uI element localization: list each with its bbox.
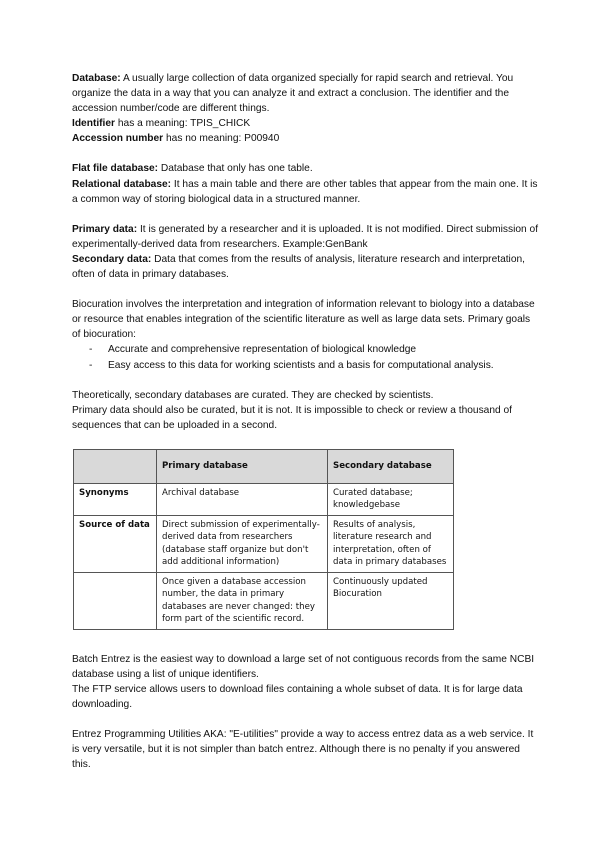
- identifier-definition: [72, 116, 540, 131]
- database-text: A usually large collection of data organized specially for rapid search and retrieval. You organize the data in a way that you can analyze it and extract a conclusion. The identifier and the accession number/code are different things.: [72, 73, 514, 115]
- flat-file-text: Database that only has one table.: [158, 163, 313, 175]
- relational-term: Relational database:: [72, 178, 172, 190]
- relational-definition: [72, 177, 540, 207]
- identifier-term: Identifier: [72, 118, 116, 130]
- header-cell-primary: Primary database: [157, 449, 328, 483]
- table-cell: Direct submission of experimentally-derived data from researchers (database staff organize but don't add additional information): [157, 516, 328, 573]
- table-row: [74, 573, 454, 630]
- primary-data-term: Primary data:: [72, 223, 138, 235]
- biocuration-intro: Biocuration involves the interpretation and integration of information relevant to biology into a database or resource that enables integration of the scientific literature as well as large data sets. Primary goals of biocuration:: [72, 299, 535, 341]
- curation-note-line2: Primary data should also be curated, but it is not. It is impossible to check or review a thousand of sequences that can be uploaded in a second.: [72, 404, 512, 431]
- primary-data-text: It is generated by a researcher and it is uploaded. It is not modified. Direct submission of experimentally-derived data from researchers. Example:GenBank: [72, 223, 539, 250]
- table-cell: Archival database: [157, 483, 328, 515]
- primary-data-definition: [72, 222, 540, 252]
- flat-file-term: Flat file database:: [72, 163, 159, 175]
- header-cell-empty: [74, 449, 157, 483]
- row-label-empty: [74, 573, 157, 630]
- accession-term: Accession number: [72, 133, 164, 145]
- row-label-source: Source of data: [74, 516, 157, 573]
- database-term: Database:: [72, 73, 121, 84]
- table-cell: Continuously updated Biocuration: [328, 573, 454, 630]
- table-cell: Results of analysis, literature research and interpretation, often of data in primary databases: [328, 516, 454, 573]
- relational-text: It has a main table and there are other tables that appear from the main one. It is a common way of storing biological data in a structured manner.: [72, 178, 538, 205]
- identifier-text: has a meaning: TPIS_CHICK: [115, 118, 251, 130]
- database-comparison-table: [73, 449, 454, 630]
- list-item: - Accurate and comprehensive representation of biological knowledge: [72, 342, 540, 357]
- secondary-data-definition: [72, 252, 540, 282]
- table-header-row: [74, 449, 454, 483]
- table-cell: Curated database; knowledgebase: [328, 483, 454, 515]
- list-item: - Easy access to this data for working scientists and a basis for computational analysis.: [72, 358, 540, 373]
- secondary-data-text: Data that comes from the results of analysis, literature research and interpretation, often of data in primary databases.: [72, 253, 525, 281]
- header-cell-secondary: Secondary database: [328, 449, 454, 483]
- ftp-paragraph: The FTP service allows users to download files containing a whole subset of data. It is for large data downloading.: [72, 684, 523, 711]
- curation-note-line1: Theoretically, secondary databases are curated. They are checked by scientists.: [72, 389, 434, 401]
- table-row: [74, 483, 454, 515]
- database-definition: [72, 71, 540, 116]
- accession-definition: [72, 131, 540, 146]
- table-cell: Once given a database accession number, the data in primary databases are never changed: they form part of the scientific record.: [157, 573, 328, 630]
- table-row: [74, 516, 454, 573]
- accession-text: has no meaning: P00940: [163, 133, 280, 145]
- secondary-data-term: Secondary data:: [72, 253, 152, 265]
- batch-entrez-paragraph: Batch Entrez is the easiest way to download a large set of not contiguous records from the same NCBI database using a list of unique identifiers.: [72, 653, 535, 680]
- flat-file-definition: [72, 161, 540, 176]
- eutils-paragraph: Entrez Programming Utilities AKA: "E-utilities" provide a way to access entrez data as a web service. It is very versatile, but it is not simpler than batch entrez. Although there is no penalty if you answered this.: [72, 729, 534, 771]
- row-label-synonyms: Synonyms: [74, 483, 157, 515]
- biocuration-goals-list: [72, 342, 540, 372]
